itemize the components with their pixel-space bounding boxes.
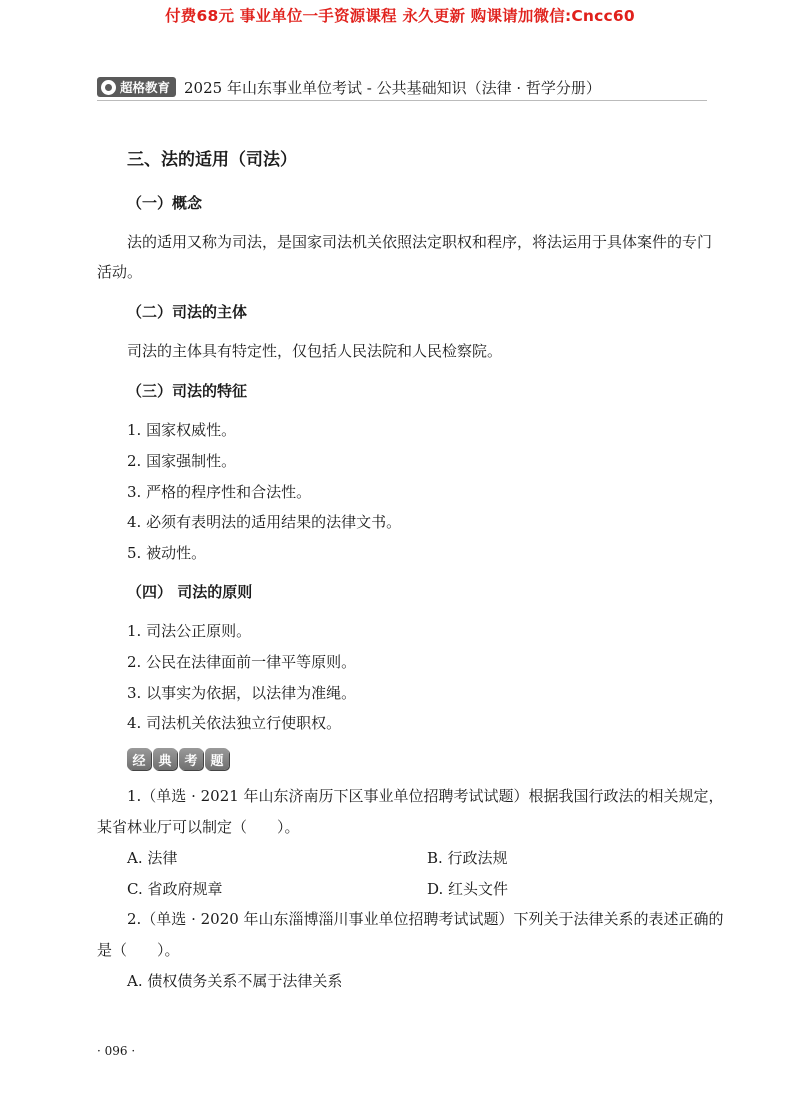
- concept-heading: （一）概念: [127, 194, 203, 212]
- subject-paragraph: 司法的主体具有特定性，仅包括人民法院和人民检察院。: [127, 342, 503, 360]
- question-2-option-a: A. 债权债务关系不属于法律关系: [127, 972, 343, 990]
- question-2-stem-line-2: 是（ ）。: [97, 941, 180, 959]
- question-2-stem-line-1: 2.（单选 · 2020 年山东淄博淄川事业单位招聘考试试题）下列关于法律关系的表述正确的: [127, 910, 724, 928]
- feature-item: 5. 被动性。: [127, 544, 207, 562]
- concept-paragraph-line-2: 活动。: [97, 263, 143, 281]
- question-1-option-b: B. 行政法规: [427, 849, 508, 867]
- concept-paragraph-line-1: 法的适用又称为司法，是国家司法机关依照法定职权和程序，将法运用于具体案件的专门: [127, 233, 713, 251]
- principle-item: 2. 公民在法律面前一律平等原则。: [127, 653, 357, 671]
- badge-char: 典: [153, 748, 177, 770]
- page-header: [97, 76, 601, 98]
- question-1-option-a: A. 法律: [127, 849, 178, 867]
- subject-heading: （二）司法的主体: [127, 303, 248, 321]
- logo-text: 超格教育: [120, 80, 171, 95]
- watermark-ad: 付费68元 事业单位一手资源课程 永久更新 购课请加微信:Cncc60: [165, 7, 635, 25]
- publisher-logo: [97, 77, 176, 97]
- logo-icon: [101, 80, 116, 95]
- features-heading: （三）司法的特征: [127, 382, 248, 400]
- badge-char: 考: [179, 748, 203, 770]
- question-1-stem-line-1: 1.（单选 · 2021 年山东济南历下区事业单位招聘考试试题）根据我国行政法的相关规定，: [127, 787, 724, 805]
- question-1-stem-line-2: 某省林业厅可以制定（ ）。: [97, 818, 300, 836]
- header-divider: [97, 100, 707, 101]
- feature-item: 2. 国家强制性。: [127, 452, 237, 470]
- badge-char: 题: [205, 748, 229, 770]
- badge-char: 经: [127, 748, 151, 770]
- page-number: · 096 ·: [97, 1044, 136, 1058]
- principle-item: 3. 以事实为依据，以法律为准绳。: [127, 684, 357, 702]
- feature-item: 1. 国家权威性。: [127, 421, 237, 439]
- principle-item: 4. 司法机关依法独立行使职权。: [127, 714, 342, 732]
- question-1-option-c: C. 省政府规章: [127, 880, 223, 898]
- principle-item: 1. 司法公正原则。: [127, 622, 252, 640]
- feature-item: 4. 必须有表明法的适用结果的法律文书。: [127, 513, 402, 531]
- question-1-option-d: D. 红头文件: [427, 880, 509, 898]
- book-title: 2025 年山东事业单位考试 - 公共基础知识（法律 · 哲学分册）: [184, 78, 601, 97]
- principles-heading: （四） 司法的原则: [127, 583, 253, 601]
- classic-questions-badge: [127, 748, 229, 770]
- section-title: 三、法的适用（司法）: [127, 150, 297, 170]
- feature-item: 3. 严格的程序性和合法性。: [127, 483, 312, 501]
